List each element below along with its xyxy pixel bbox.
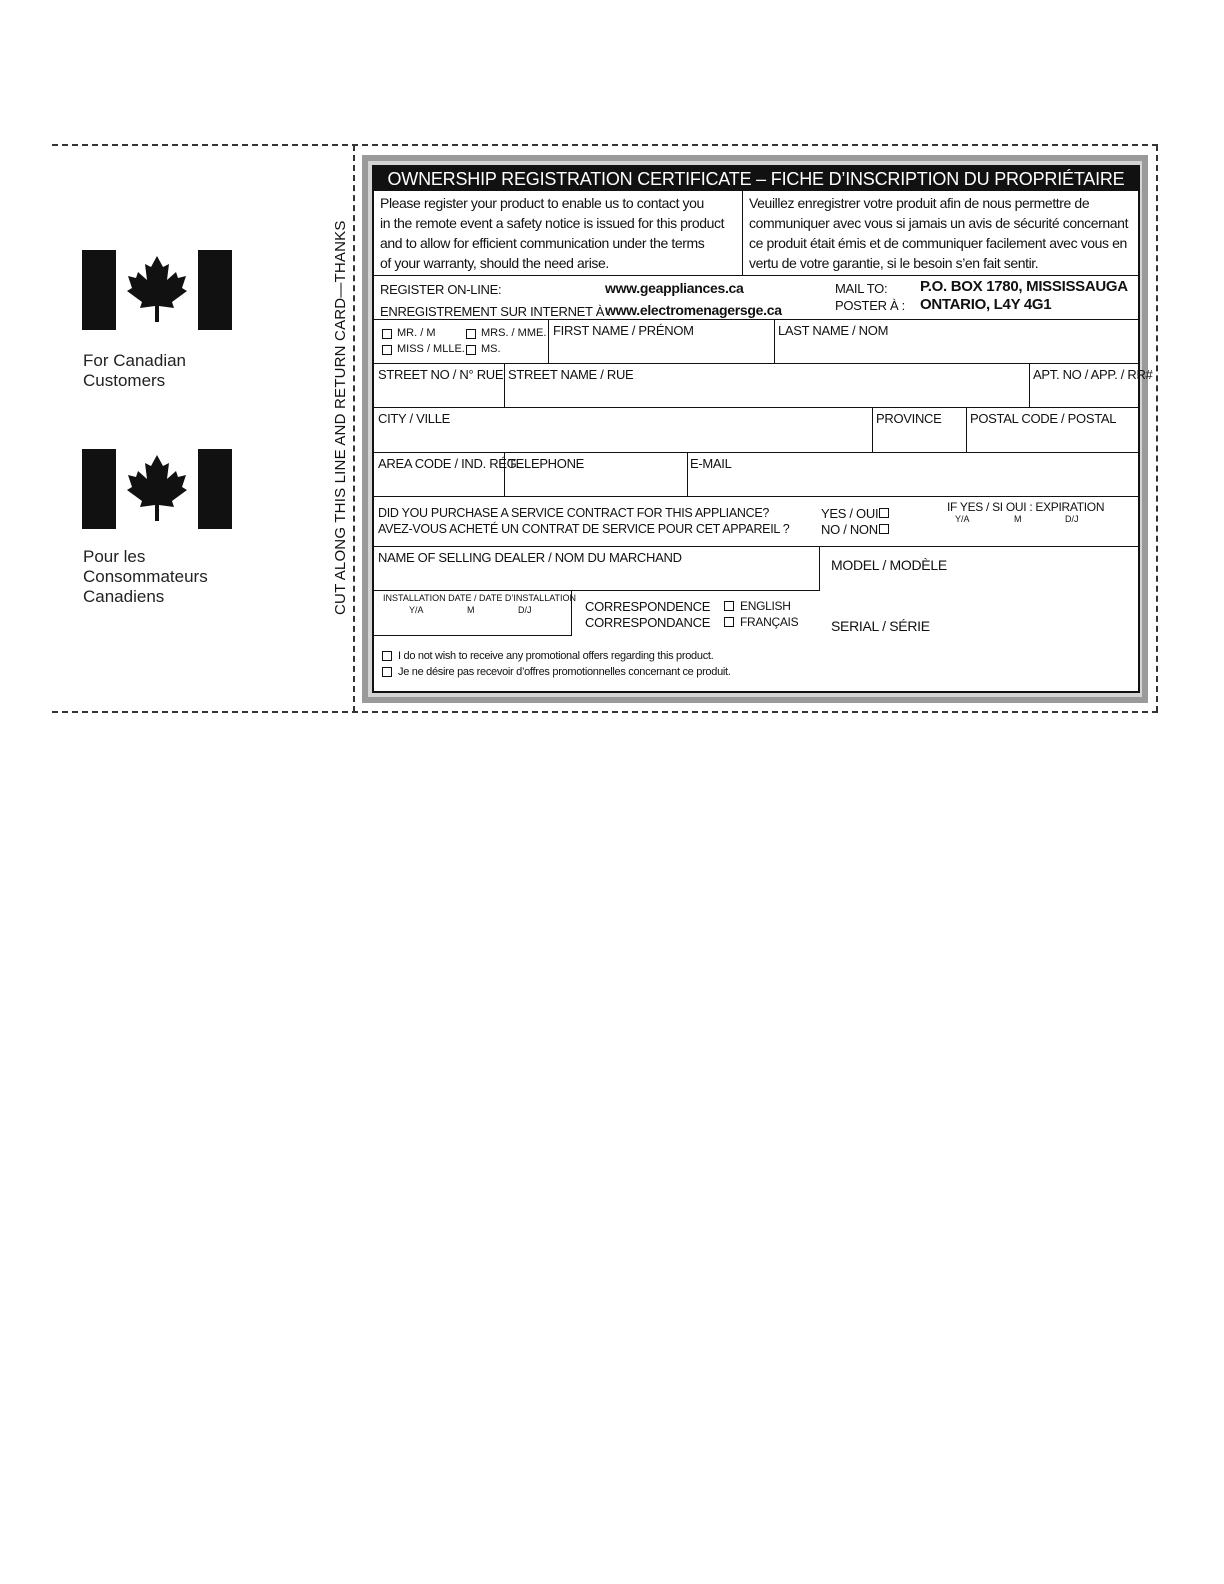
expiration-year[interactable]: Y/A [955,514,970,524]
province-field[interactable]: PROVINCE [876,411,942,426]
correspondence-fr: CORRESPONDANCE [585,615,711,630]
install-year[interactable]: Y/A [409,605,424,615]
checkbox-optout-en[interactable] [382,651,392,661]
checkbox-yes[interactable] [879,508,889,518]
title-ms: MS. [481,343,501,355]
title-mrs: MRS. / MME. [481,327,547,339]
checkbox-mr[interactable] [382,329,392,339]
street-no-field[interactable]: STREET NO / N° RUE [378,367,504,382]
checkbox-ms[interactable] [466,345,476,355]
card-title: OWNERSHIP REGISTRATION CERTIFICATE – FICHE D’INSCRIPTION DU PROPRIÉTAIRE [374,167,1138,191]
telephone-field[interactable]: TELEPHONE [508,456,585,471]
address-line1: P.O. BOX 1780, MISSISSAUGA [920,278,1128,295]
no-label: NO / NON [821,522,878,537]
cut-line-bottom [52,711,1158,713]
cut-line-fold [353,145,355,712]
expiration-month[interactable]: M [1014,514,1022,524]
cut-instruction: CUT ALONG THIS LINE AND RETURN CARD—THANKS [332,220,349,615]
optout-en: I do not wish to receive any promotional offers regarding this product. [398,650,714,662]
address-line2: ONTARIO, L4Y 4G1 [920,296,1052,313]
checkbox-francais[interactable] [724,617,734,627]
dealer-field[interactable]: NAME OF SELLING DEALER / NOM DU MARCHAND [378,550,682,565]
cut-line-top [52,144,1158,146]
install-date-label: INSTALLATION DATE / DATE D’INSTALLATION [383,593,577,603]
last-name-field[interactable]: LAST NAME / NOM [778,323,889,338]
francais-label: FRANÇAIS [740,615,799,629]
correspondence-en: CORRESPONDENCE [585,599,711,614]
mail-to-label-fr: POSTER À : [835,298,905,313]
url-english[interactable]: www.geappliances.ca [605,280,744,296]
canada-flag-icon [82,449,232,529]
first-name-field[interactable]: FIRST NAME / PRÉNOM [553,323,694,338]
mail-to-label: MAIL TO: [835,281,888,296]
caption-english: For Canadian Customers [83,351,187,390]
apt-no-field[interactable]: APT. NO / APP. / RR# [1033,367,1153,382]
checkbox-mrs[interactable] [466,329,476,339]
english-label: ENGLISH [740,599,791,613]
intro-english: Please register your product to enable us to contact you in the remote event a safety notice is issued for this product and to allow for efficient communication under the terms of your warranty, should the need arise. [380,195,725,271]
url-french[interactable]: www.electromenagersge.ca [605,302,782,318]
intro-french: Veuillez enregistrer votre produit afin de nous permettre de communiquer avec vous si jamais un avis de sécurité concernant ce produit était émis et de communiquer facilement avec vous en vertu de votre garantie, si le besoin s’en fait sentir. [749,195,1129,271]
service-contract-question-en: DID YOU PURCHASE A SERVICE CONTRACT FOR THIS APPLIANCE? [378,506,770,520]
title-mr: MR. / M [397,327,436,339]
register-online-label: REGISTER ON-LINE: [380,282,502,297]
yes-label: YES / OUI [821,506,879,521]
model-field[interactable]: MODEL / MODÈLE [831,557,947,573]
checkbox-english[interactable] [724,601,734,611]
checkbox-miss[interactable] [382,345,392,355]
title-miss: MISS / MLLE. [397,343,465,355]
optout-fr: Je ne désire pas recevoir d’offres promotionnelles concernant ce produit. [398,666,731,678]
install-month[interactable]: M [467,605,475,615]
service-contract-question-fr: AVEZ-VOUS ACHETÉ UN CONTRAT DE SERVICE POUR CET APPAREIL ? [378,522,790,536]
caption-french: Pour les Consommateurs Canadiens [83,547,208,606]
expiration-label: IF YES / SI OUI : EXPIRATION [947,500,1105,514]
area-code-field[interactable]: AREA CODE / IND. RÉG. [378,456,520,471]
street-name-field[interactable]: STREET NAME / RUE [508,367,634,382]
register-online-label-fr: ENREGISTREMENT SUR INTERNET À : [380,304,611,319]
cut-line-right [1156,145,1158,712]
checkbox-no[interactable] [879,524,889,534]
city-field[interactable]: CITY / VILLE [378,411,451,426]
expiration-day[interactable]: D/J [1065,514,1079,524]
registration-card [372,165,1153,693]
email-field[interactable]: E-MAIL [690,456,732,471]
install-day[interactable]: D/J [518,605,532,615]
canada-flag-icon [82,250,232,330]
postal-code-field[interactable]: POSTAL CODE / POSTAL [970,411,1117,426]
serial-field[interactable]: SERIAL / SÉRIE [831,618,930,634]
checkbox-optout-fr[interactable] [382,667,392,677]
